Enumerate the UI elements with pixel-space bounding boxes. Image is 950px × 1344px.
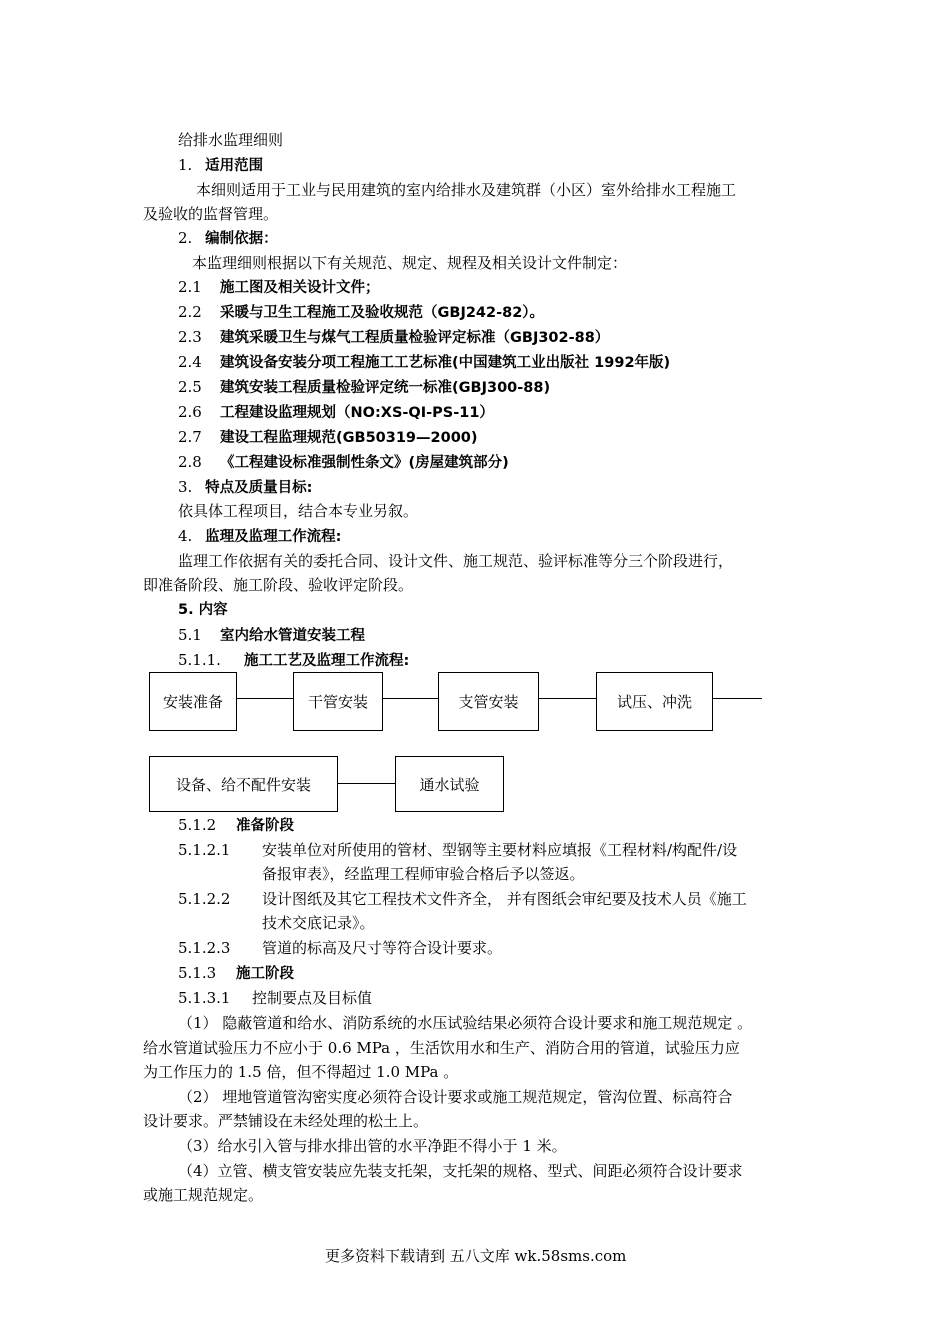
section-title: 适用范围 [205,158,264,174]
flow-connector [237,698,293,699]
paragraph: 设计要求。严禁铺设在未经处理的松土上。 [143,1112,429,1130]
flow-step-box: 设备、给不配件安装 [149,756,338,812]
list-item: 2.2 采暖与卫生工程施工及验收规范（GBJ242-82）。 [178,303,545,321]
paragraph: 或施工规范规定。 [143,1186,264,1204]
subsection-heading: 5.1.1. 施工工艺及监理工作流程: [178,651,410,669]
list-item: 5.1.2.2 设计图纸及其它工程技术文件齐全， 并有图纸会审纪要及技术人员《施工 [178,890,747,908]
list-item: 5.1.2.1 安装单位对所使用的管材、型钢等主要材料应填报《工程材料/构配件/设 [178,841,738,859]
list-item: 2.4 建筑设备安装分项工程施工工艺标准(中国建筑工业出版社 1992年版) [178,353,671,371]
paragraph: 为工作压力的 1.5 倍，但不得超过 1.0 MPa 。 [143,1063,459,1081]
section-1-heading [178,155,263,176]
list-item: 2.7 建设工程监理规范(GB50319—2000) [178,428,478,446]
flow-connector [539,698,596,699]
section-2-heading [178,228,278,249]
flow-step-box: 安装准备 [149,672,237,731]
list-item: 2.6 工程建设监理规划（NO:XS-QI-PS-11） [178,403,494,421]
section-num: 1. [178,156,193,174]
subsection-heading: 5.1 室内给水管道安装工程 [178,626,365,644]
list-item: 2.3 建筑采暖卫生与煤气工程质量检验评定标准（GBJ302-88） [178,328,610,346]
section-num: 3. [178,478,193,496]
flow-step-box: 干管安装 [293,672,383,731]
paragraph: 及验收的监督管理。 [143,205,279,223]
page-footer: 更多资料下载请到 五八文库 wk.58sms.com [325,1247,627,1265]
section-num: 2. [178,229,193,247]
list-item: 2.8 《工程建设标准强制性条文》(房屋建筑部分) [178,453,509,471]
subsection-heading: 5.1.3 施工阶段 [178,964,294,982]
paragraph: 监理工作依据有关的委托合同、设计文件、施工规范、验评标准等分三个阶段进行， [178,552,734,570]
flow-connector [338,783,395,784]
flow-step-box: 通水试验 [395,756,504,812]
document-title: 给排水监理细则 [178,131,284,149]
flow-step-box: 试压、冲洗 [596,672,713,731]
flow-connector [383,698,438,699]
paragraph: （4）立管、横支管安装应先装支托架，支托架的规格、型式、间距必须符合设计要求 [178,1162,743,1180]
list-item-continuation: 技术交底记录》。 [262,914,375,932]
section-num: 4. [178,527,193,545]
section-4-heading [178,526,341,547]
subsection-heading: 5.1.2 准备阶段 [178,816,294,834]
paragraph: （1） 隐蔽管道和给水、消防系统的水压试验结果必须符合设计要求和施工规范规定 。 [178,1014,753,1032]
list-item: 2.5 建筑安装工程质量检验评定统一标准(GBJ300-88) [178,378,551,396]
list-item-continuation: 备报审表》，经监理工程师审验合格后予以签返。 [262,865,585,883]
paragraph: （3）给水引入管与排水排出管的水平净距不得小于 1 米。 [178,1137,567,1155]
paragraph: 依具体工程项目，结合本专业另叙。 [178,502,419,520]
paragraph: 本细则适用于工业与民用建筑的室内给排水及建筑群（小区）室外给排水工程施工 [196,181,737,199]
section-3-heading [178,477,312,498]
section-title: 监理及监理工作流程: [205,529,342,545]
paragraph: 本监理细则根据以下有关规范、规定、规程及相关设计文件制定： [192,254,628,272]
subsection-heading: 5.1.3.1 控制要点及目标值 [178,989,373,1007]
list-item: 2.1 施工图及相关设计文件； [178,278,380,296]
list-item: 5.1.2.3 管道的标高及尺寸等符合设计要求。 [178,939,503,957]
paragraph: 给水管道试验压力不应小于 0.6 MPa ，生活饮用水和生产、消防合用的管道，试验压力应 [143,1039,740,1057]
flow-step-box: 支管安装 [438,672,539,731]
section-5-heading: 5. 内容 [178,602,228,618]
paragraph: 即准备阶段、施工阶段、验收评定阶段。 [143,576,414,594]
section-title: 特点及质量目标: [205,480,313,496]
paragraph: （2） 埋地管道管沟密实度必须符合设计要求或施工规范规定，管沟位置、标高符合 [178,1088,733,1106]
flow-connector [713,698,762,699]
section-title: 编制依据： [205,231,278,247]
